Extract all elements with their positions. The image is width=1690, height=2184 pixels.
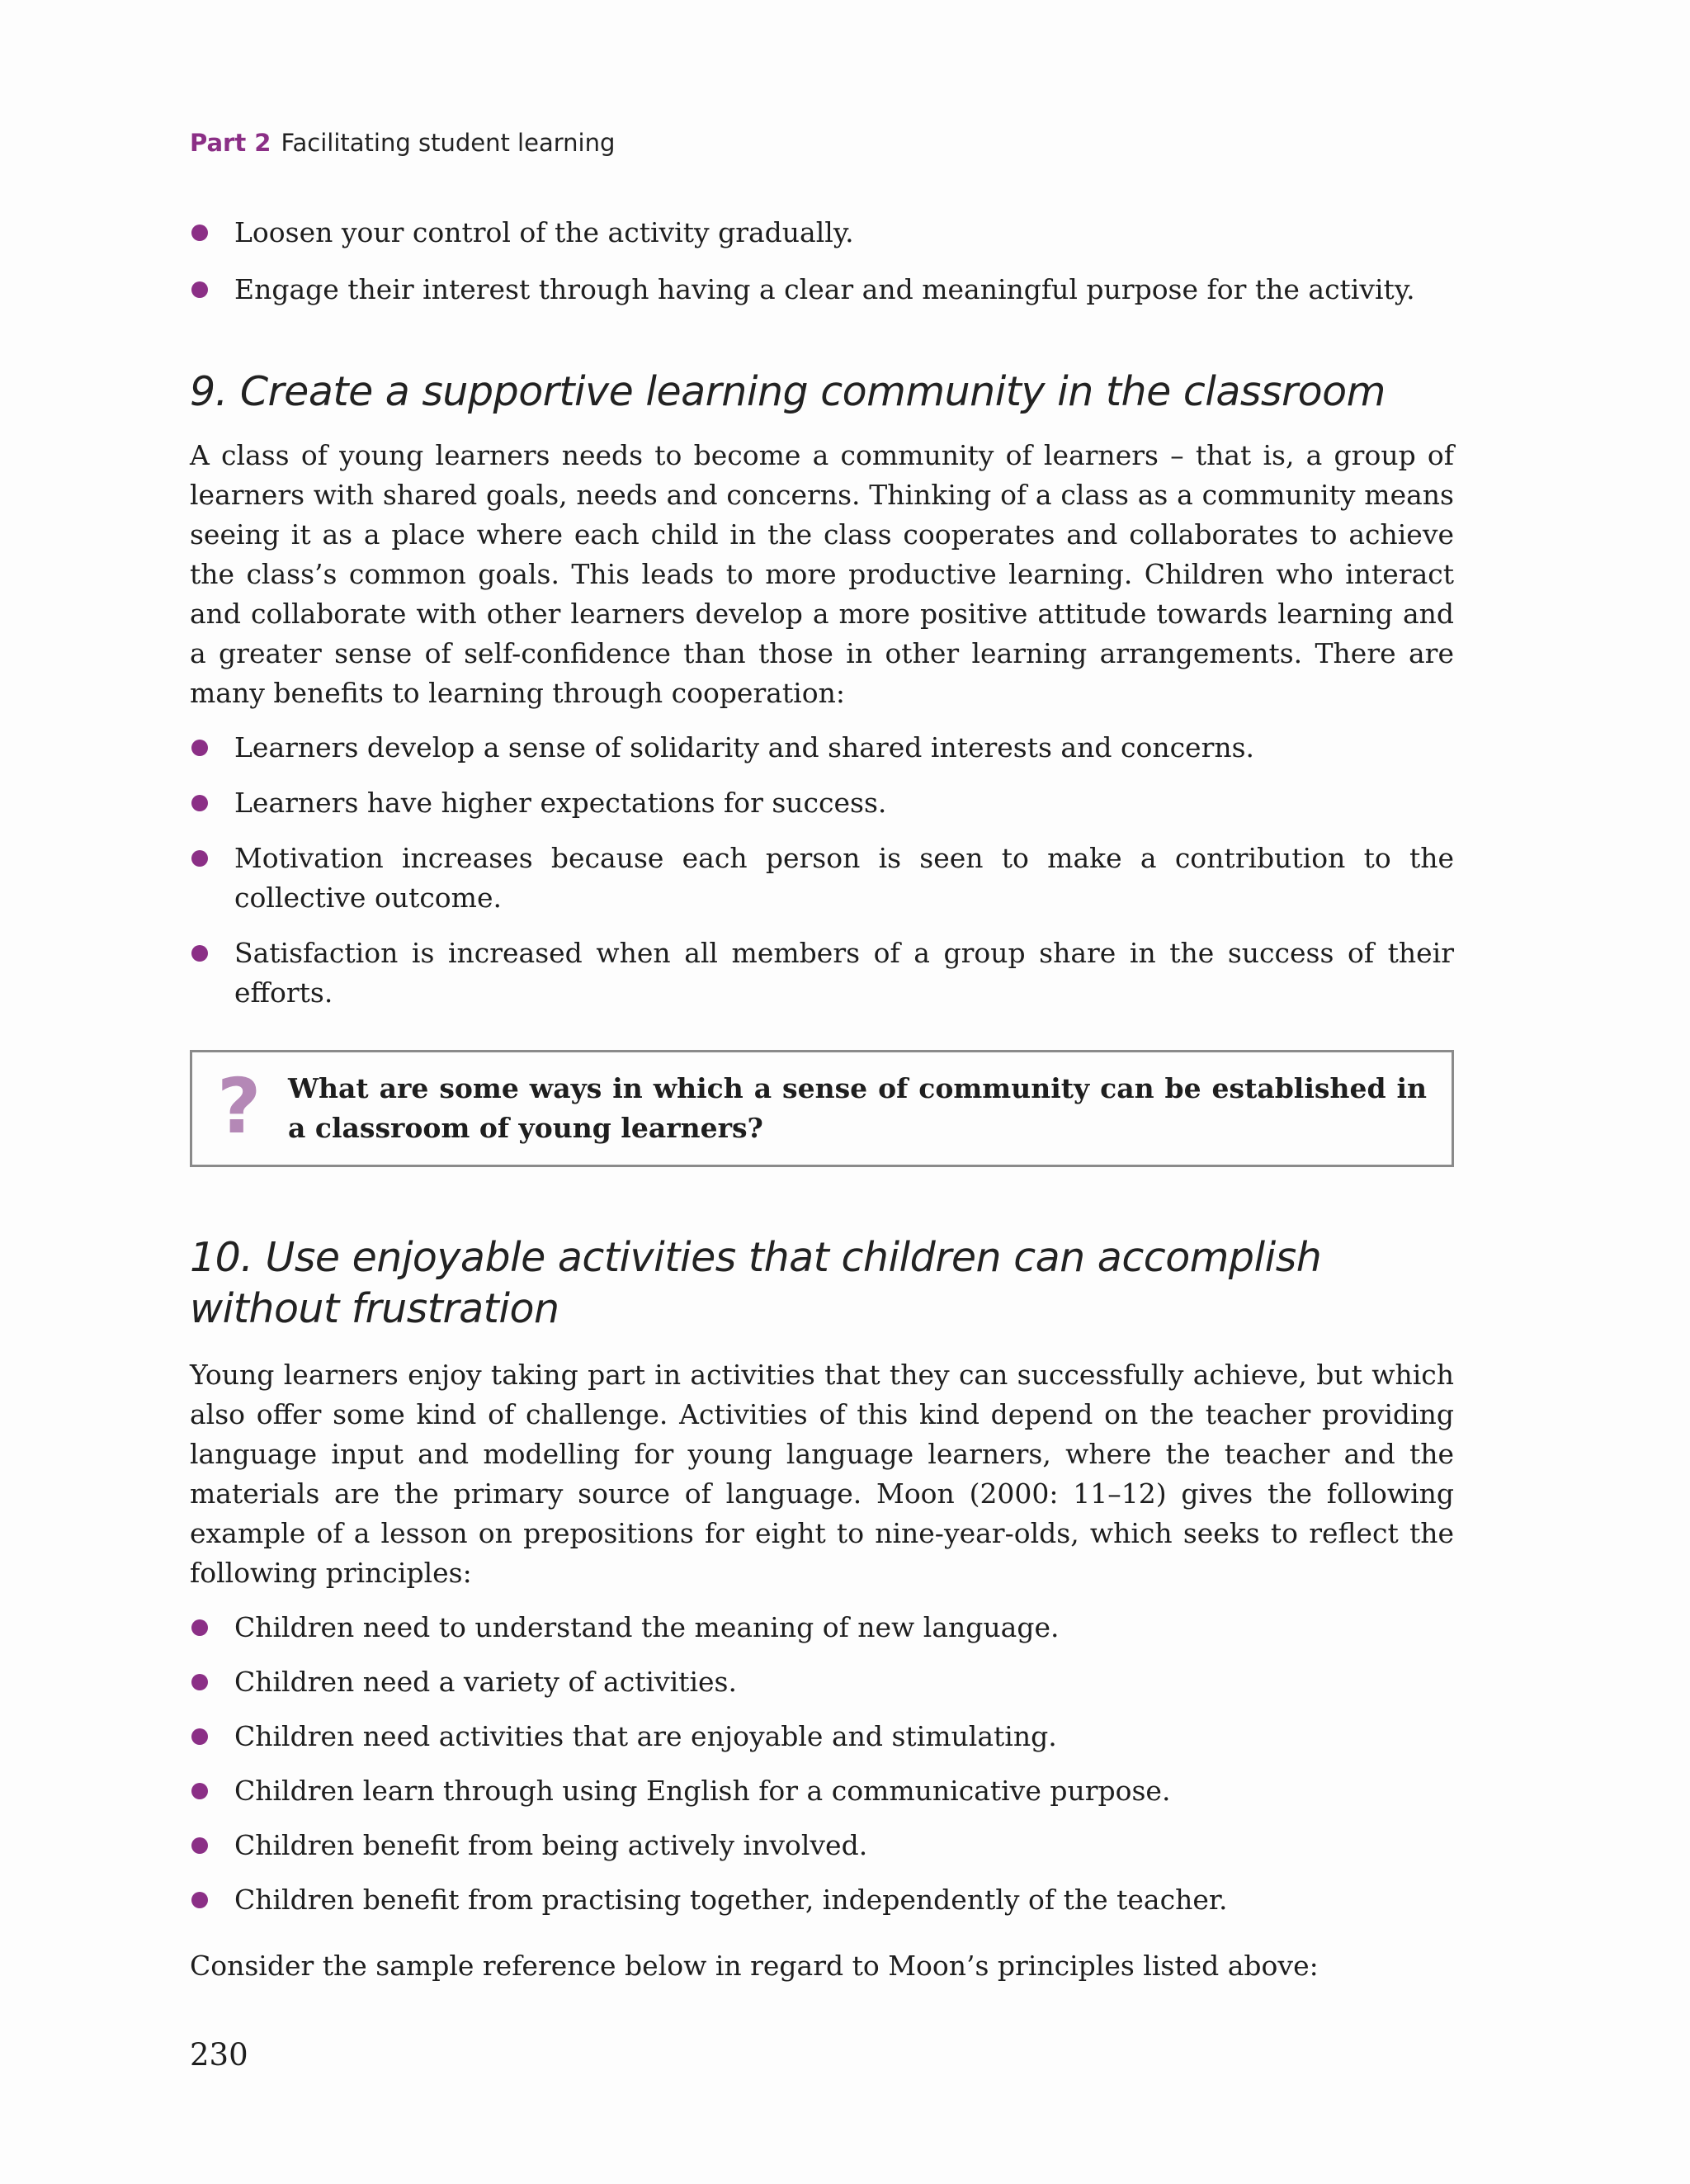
list-item-text: Children learn through using English for a communicative purpose. bbox=[234, 1775, 1171, 1807]
list-item bbox=[190, 934, 1454, 1013]
section-9-bullet-list bbox=[190, 728, 1454, 1013]
list-item bbox=[190, 1662, 1454, 1702]
running-head-part: Part 2 bbox=[190, 129, 271, 157]
question-mark-icon: ? bbox=[217, 1062, 262, 1151]
list-item bbox=[190, 783, 1454, 823]
bullet-icon bbox=[191, 740, 208, 756]
section-10-paragraph-block bbox=[190, 1355, 1454, 1593]
list-item bbox=[190, 213, 1454, 253]
bullet-icon bbox=[191, 795, 208, 811]
section-10-closing-block bbox=[190, 1946, 1454, 1986]
bullet-icon bbox=[191, 1837, 208, 1854]
running-head bbox=[190, 129, 615, 157]
section-9-bullets-block bbox=[190, 728, 1454, 1013]
list-item bbox=[190, 1771, 1454, 1811]
bullet-icon bbox=[191, 1892, 208, 1908]
bullet-icon bbox=[191, 945, 208, 962]
section-10-bullet-list bbox=[190, 1608, 1454, 1920]
section-9-heading: 9. Create a supportive learning community in the classroom bbox=[190, 368, 1386, 415]
list-item-text: Children benefit from being actively involved. bbox=[234, 1829, 868, 1861]
section-10 bbox=[190, 1232, 1454, 1335]
section-10-paragraph: Young learners enjoy taking part in activities that they can successfully achieve, but which also offer some kind of challenge. Activities of this kind depend on the teacher providing language input and modelling for young language learners, where the teacher and the materials are the primary source of language. Moon (2000: 11–12) gives the following example of a lesson on prepositions for eight to nine-year-olds, which seeks to reflect the following principles: bbox=[190, 1359, 1454, 1589]
bullet-icon bbox=[191, 850, 208, 867]
list-item bbox=[190, 1826, 1454, 1865]
section-10-closing: Consider the sample reference below in regard to Moon’s principles listed above: bbox=[190, 1950, 1319, 1982]
bullet-icon bbox=[191, 1674, 208, 1690]
list-item bbox=[190, 1608, 1454, 1647]
section-9-paragraph-block bbox=[190, 436, 1454, 713]
bullet-icon bbox=[191, 1619, 208, 1636]
page-number: 230 bbox=[190, 2037, 248, 2073]
section-9 bbox=[190, 366, 1454, 418]
list-item-text: Satisfaction is increased when all members of a group share in the success of their efforts. bbox=[234, 937, 1454, 1009]
reflection-question-text: What are some ways in which a sense of community can be established in a classroom of young learners? bbox=[288, 1072, 1427, 1144]
running-head-title: Facilitating student learning bbox=[281, 129, 616, 157]
top-bullet-list bbox=[190, 213, 1454, 310]
list-item-text: Children need to understand the meaning of new language. bbox=[234, 1611, 1060, 1643]
bullet-icon bbox=[191, 1728, 208, 1745]
list-item-text: Children benefit from practising together, independently of the teacher. bbox=[234, 1884, 1228, 1916]
list-item bbox=[190, 1880, 1454, 1920]
section-10-heading-line-1: 10. Use enjoyable activities that children can accomplish bbox=[190, 1234, 1322, 1281]
section-9-paragraph: A class of young learners needs to become a community of learners – that is, a group of learners with shared goals, needs and concerns. Thinking of a class as a community means seeing it as a place where each child in the class cooperates and collaborates to achieve the class’s common goals. This leads to more productive learning. Children who interact and collaborate with other learners develop a more positive attitude towards learning and a greater sense of self-confidence than those in other learning arrangements. There are many benefits to learning through cooperation: bbox=[190, 439, 1454, 709]
list-item-text: Children need activities that are enjoyable and stimulating. bbox=[234, 1720, 1057, 1752]
bullet-icon bbox=[191, 1783, 208, 1799]
list-item-text: Children need a variety of activities. bbox=[234, 1666, 737, 1698]
list-item bbox=[190, 728, 1454, 768]
section-10-heading bbox=[190, 1232, 1454, 1335]
list-item-text: Learners develop a sense of solidarity and shared interests and concerns. bbox=[234, 731, 1255, 763]
list-item-text: Loosen your control of the activity gradually. bbox=[234, 216, 854, 248]
section-10-heading-line-2: without frustration bbox=[190, 1285, 559, 1332]
bullet-icon bbox=[191, 225, 208, 241]
list-item-text: Engage their interest through having a clear and meaningful purpose for the activity. bbox=[234, 273, 1415, 305]
reflection-question-box bbox=[190, 1050, 1454, 1167]
list-item-text: Learners have higher expectations for success. bbox=[234, 787, 887, 819]
list-item bbox=[190, 1717, 1454, 1756]
list-item bbox=[190, 839, 1454, 918]
top-bullet-list-block bbox=[190, 213, 1454, 310]
bullet-icon bbox=[191, 281, 208, 298]
list-item bbox=[190, 270, 1454, 310]
list-item-text: Motivation increases because each person is seen to make a contribution to the collective outcome. bbox=[234, 842, 1454, 914]
section-10-bullets-block bbox=[190, 1608, 1454, 1920]
